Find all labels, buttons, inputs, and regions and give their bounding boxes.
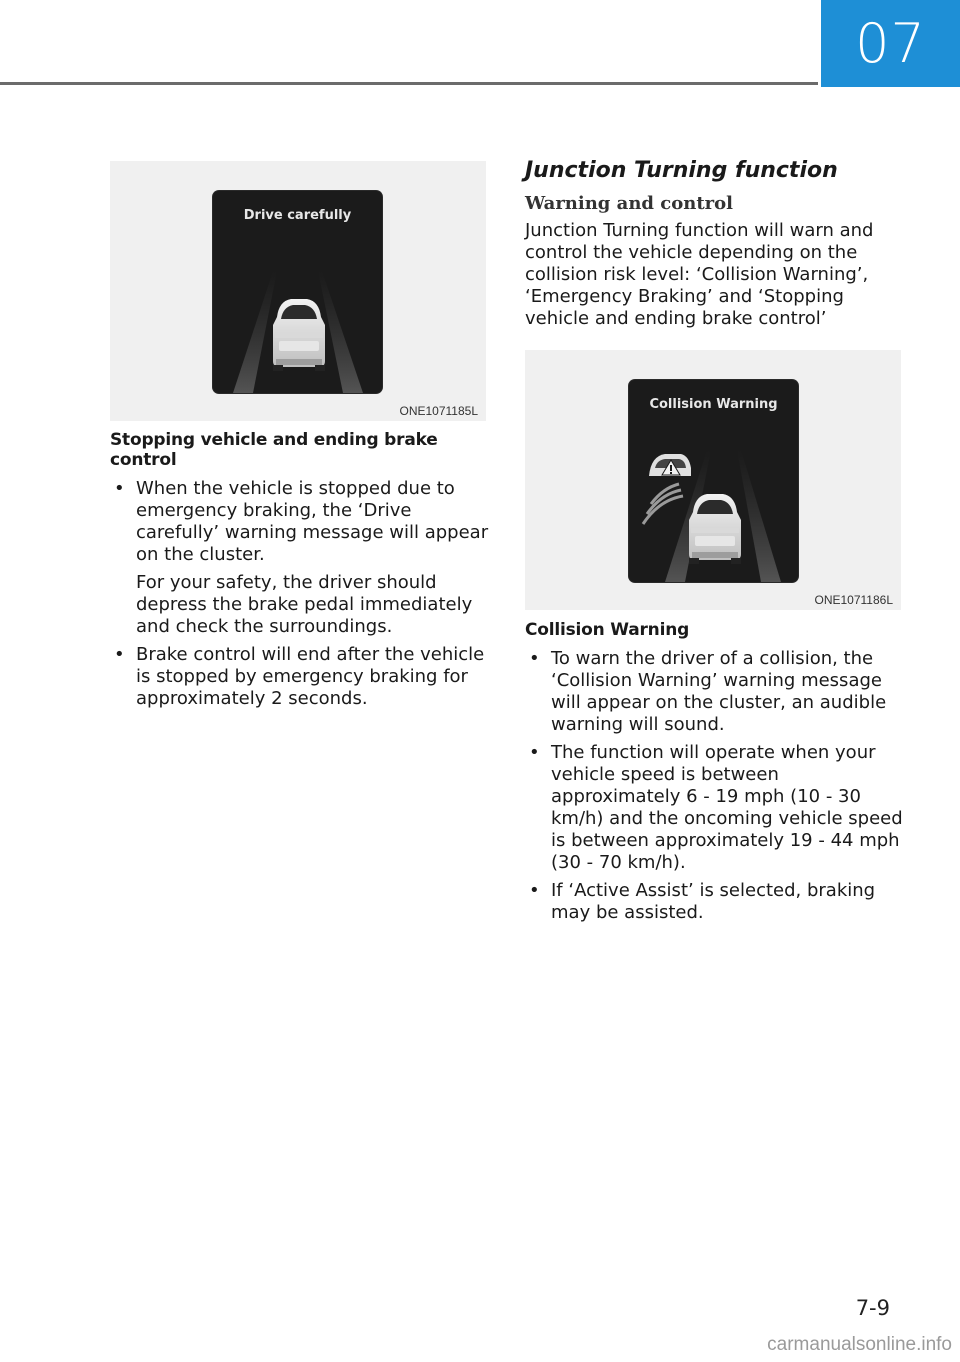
list-item: [110, 644, 490, 710]
right-column-bottom: [525, 620, 905, 930]
figure-code: ONE1071185L: [399, 404, 478, 418]
intro-paragraph: Junction Turning function will warn and control the vehicle depending on the collision risk level: ‘Collision Warning’, ‘Emergency Braking’ and ‘Stopping vehicle and ending brake control’: [525, 220, 874, 329]
bullet-glyph: •: [114, 478, 125, 499]
header-rule: [0, 82, 818, 85]
list-item: [525, 648, 905, 736]
page-number: 7-9: [855, 1296, 890, 1320]
watermark: carmanualsonline.info: [767, 1334, 952, 1355]
bullet-glyph: •: [529, 648, 540, 669]
figure-drive-carefully: [110, 161, 486, 421]
warning-waves-icon: [643, 484, 683, 524]
list-item: [525, 742, 905, 874]
figure-collision-warning: [525, 350, 901, 610]
bullet-text: To warn the driver of a collision, the ‘Collision Warning’ warning message will appear on the cluster, an audible warning will sound.: [551, 648, 887, 735]
bullet-text: The function will operate when your vehicle speed is between approximately 6 - 19 mph (10 - 30 km/h) and the oncoming vehicle speed is between approximately 19 - 44 mph (30 - 70 km/h).: [551, 742, 903, 873]
bullet-text: When the vehicle is stopped due to emergency braking, the ‘Drive carefully’ warning message will appear on the cluster.: [136, 478, 489, 565]
vehicle-rear: [273, 299, 325, 371]
figure-code: ONE1071186L: [814, 593, 893, 607]
bullet-glyph: •: [529, 880, 540, 901]
subheading-stopping: Stopping vehicle and ending brake control: [110, 430, 438, 470]
right-column-top: [525, 158, 905, 330]
subsection-title: Warning and control: [525, 193, 733, 214]
bullet-list-collision: [525, 648, 905, 924]
chapter-tab: [821, 0, 960, 87]
section-title: Junction Turning function: [525, 158, 838, 183]
vehicle-rear: [689, 494, 741, 564]
chapter-number: 07: [855, 12, 926, 75]
cluster-message: Collision Warning: [649, 397, 778, 412]
cluster-display: [629, 380, 798, 582]
cluster-message: Drive carefully: [243, 208, 352, 223]
list-item: [110, 478, 490, 638]
bullet-glyph: •: [114, 644, 125, 665]
cluster-display: [213, 191, 382, 393]
bullet-note: For your safety, the driver should depress the brake pedal immediately and check the surroundings.: [136, 572, 473, 637]
subheading-collision-warning: Collision Warning: [525, 620, 690, 640]
bullet-text: Brake control will end after the vehicle is stopped by emergency braking for approximately 2 seconds.: [136, 644, 485, 709]
bullet-glyph: •: [529, 742, 540, 763]
lane-left: [233, 271, 277, 393]
lane-right: [737, 450, 781, 582]
left-column: [110, 430, 490, 716]
list-item: [525, 880, 905, 924]
bullet-list-stopping: [110, 478, 490, 710]
bullet-text: If ‘Active Assist’ is selected, braking may be assisted.: [551, 880, 876, 923]
